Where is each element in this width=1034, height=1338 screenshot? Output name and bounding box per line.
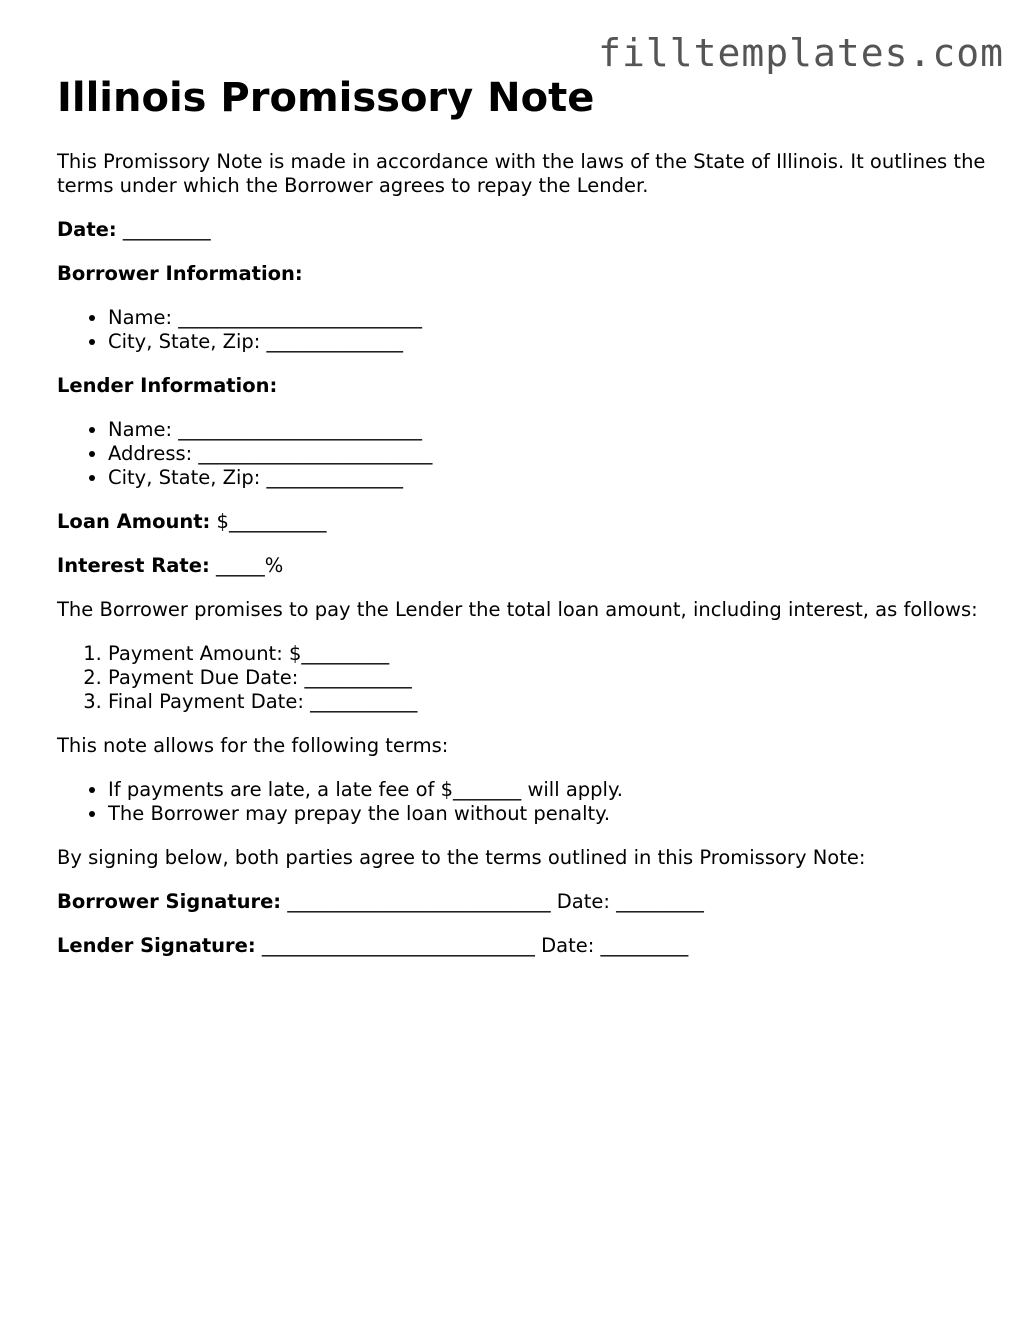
- date-label: Date:: [57, 218, 117, 241]
- list-item: • Name: _________________________: [108, 306, 1007, 330]
- date-blank: _________: [122, 218, 211, 241]
- borrower-heading-text: Borrower Information:: [57, 262, 303, 285]
- payment-intro-paragraph: The Borrower promises to pay the Lender the total loan amount, including interest, as follows:: [57, 598, 978, 621]
- terms-intro-paragraph: This note allows for the following terms:: [57, 734, 449, 757]
- borrower-signature-label: Borrower Signature:: [57, 890, 282, 913]
- borrower-signature-line: [57, 890, 1007, 914]
- loan-amount-line: [57, 510, 1007, 534]
- document-body: [57, 74, 1007, 958]
- borrower-heading: [57, 262, 1007, 286]
- lender-heading: [57, 374, 1007, 398]
- intro-paragraph: This Promissory Note is made in accordance with the laws of the State of Illinois. It outlines the terms under which the Borrower agrees to repay the Lender.: [57, 150, 986, 197]
- document-title: Illinois Promissory Note: [57, 75, 595, 121]
- list-item: 2. Payment Due Date: ___________: [108, 666, 1007, 690]
- list-item: 1. Payment Amount: $_________: [108, 642, 1007, 666]
- date-line: [57, 218, 1007, 242]
- loan-amount-blank: $__________: [216, 510, 327, 533]
- lender-list: [57, 418, 1007, 490]
- lender-signature-label: Lender Signature:: [57, 934, 256, 957]
- list-item: • If payments are late, a late fee of $_______ will apply.: [108, 778, 1007, 802]
- list-item: 3. Final Payment Date: ___________: [108, 690, 1007, 714]
- lender-signature-blank: ____________________________ Date: _________: [261, 934, 689, 957]
- interest-rate-line: [57, 554, 1007, 578]
- terms-list: [57, 778, 1007, 826]
- payment-list: [57, 642, 1007, 714]
- lender-signature-line: [57, 934, 1007, 958]
- list-item: • The Borrower may prepay the loan without penalty.: [108, 802, 1007, 826]
- list-item: • City, State, Zip: ______________: [108, 330, 1007, 354]
- interest-rate-label: Interest Rate:: [57, 554, 210, 577]
- loan-amount-label: Loan Amount:: [57, 510, 211, 533]
- list-item: • City, State, Zip: ______________: [108, 466, 1007, 490]
- borrower-signature-blank: ___________________________ Date: _________: [287, 890, 704, 913]
- lender-heading-text: Lender Information:: [57, 374, 278, 397]
- borrower-list: [57, 306, 1007, 354]
- signing-intro-paragraph: By signing below, both parties agree to the terms outlined in this Promissory Note:: [57, 846, 866, 869]
- watermark-text: filltemplates.com: [598, 31, 1004, 75]
- list-item: • Name: _________________________: [108, 418, 1007, 442]
- interest-rate-blank: _____%: [215, 554, 284, 577]
- list-item: • Address: ________________________: [108, 442, 1007, 466]
